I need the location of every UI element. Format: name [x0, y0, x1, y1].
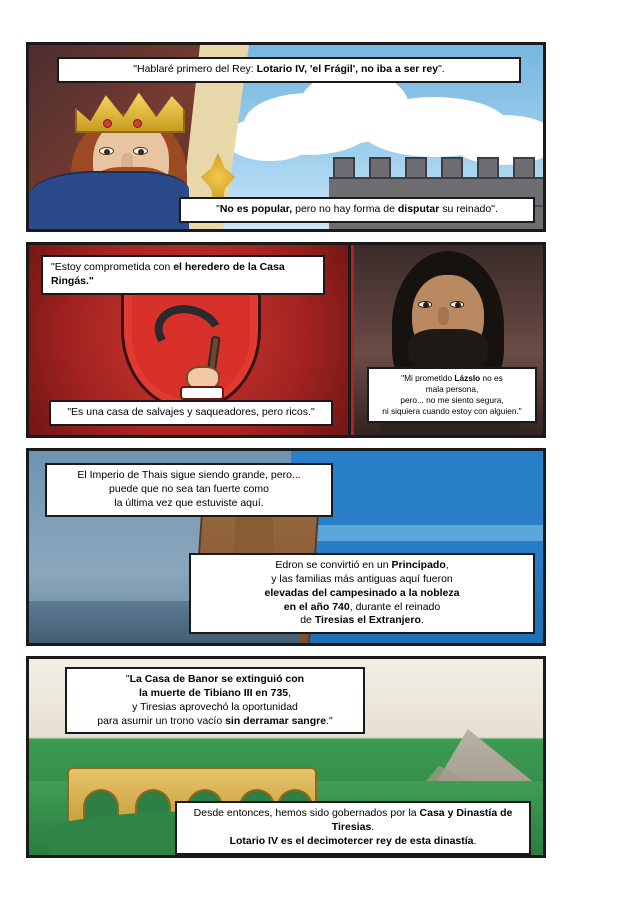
- caption-p2-3: "Mi prometido Lázslo no es mala persona, pero... no me siento segura, ni siquiera cuando estoy con alguien.": [367, 367, 537, 423]
- caption-p2-2: "Es una casa de salvajes y saqueadores, pero ricos.": [49, 400, 333, 426]
- cloud-shape: [225, 117, 315, 161]
- heraldic-shield: [121, 281, 261, 411]
- king-eye-left: [99, 147, 114, 155]
- shield-field: [132, 292, 250, 400]
- hand-cuff: [180, 386, 224, 400]
- castle-battlements: [329, 157, 546, 179]
- comic-panel-2: [26, 242, 546, 438]
- comic-panel-4: [26, 656, 546, 858]
- caption-p1-2: "No es popular, pero no hay forma de disputar su reinado".: [179, 197, 535, 223]
- man-eye-left: [418, 301, 432, 308]
- horizon-band: [287, 525, 546, 541]
- crown-jewel: [133, 119, 142, 128]
- crown-jewel: [103, 119, 112, 128]
- caption-p3-1: El Imperio de Thais sigue siendo grande, pero... puede que no sea tan fuerte como la última vez que estuviste aquí.: [45, 463, 333, 517]
- man-nose: [438, 307, 449, 325]
- caption-p1-1: "Hablaré primero del Rey: Lotario IV, 'el Frágil', no iba a ser rey".: [57, 57, 521, 83]
- king-robe: [29, 171, 189, 232]
- caption-p2-1: "Estoy comprometida con el heredero de la Casa Ringás.": [41, 255, 325, 295]
- man-eye-right: [450, 301, 464, 308]
- crown-icon: [75, 91, 185, 133]
- comic-panel-3: [26, 448, 546, 646]
- king-eye-right: [133, 147, 148, 155]
- comic-panel-1: [26, 42, 546, 232]
- caption-p4-1: "La Casa de Banor se extinguió con la muerte de Tibiano III en 735, y Tiresias aprovechó la oportunidad para asumir un trono vacío sin derramar sangre.": [65, 667, 365, 734]
- caption-p4-2: Desde entonces, hemos sido gobernados por la Casa y Dinastía de Tiresias. Lotario IV es el decimotercer rey de esta dinastía.: [175, 801, 531, 855]
- sickle-icon: [147, 297, 230, 370]
- caption-p3-2: Edron se convirtió en un Principado, y las familias más antiguas aquí fueron elevadas del campesinado a la nobleza en el año 740, durante el reinado de Tiresias el Extranjero.: [189, 553, 535, 634]
- comic-strip: [26, 42, 546, 868]
